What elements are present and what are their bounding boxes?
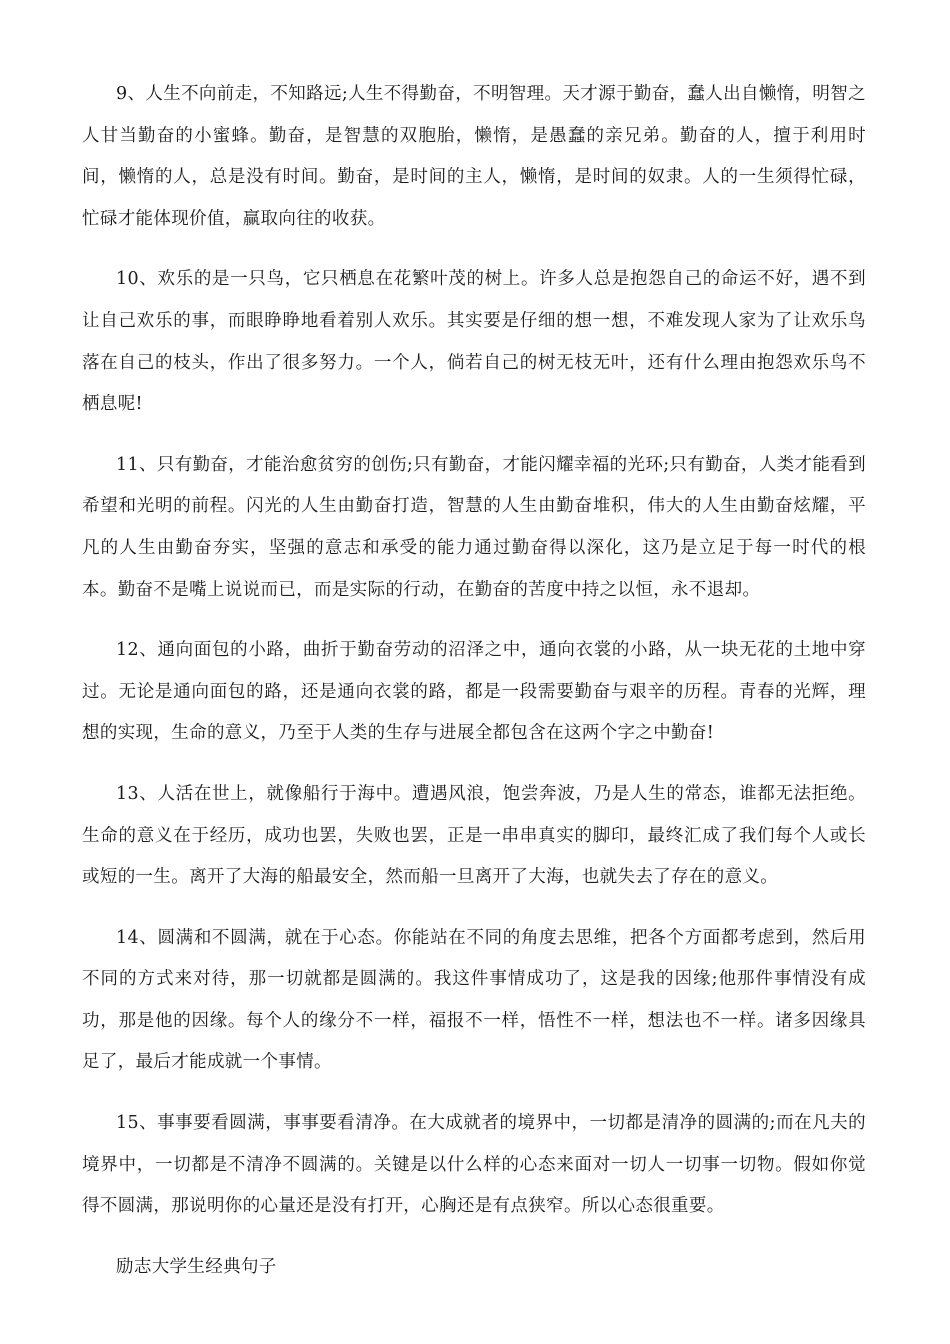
paragraph-13: 13、人活在世上，就像船行于海中。遭遇风浪，饱尝奔波，乃是人生的常态，谁都无法拒绝。生命的意义在于经历，成功也罢，失败也罢，正是一串串真实的脚印，最终汇成了我们每个人或长或短的一生。离开了大海的船最安全，然而船一旦离开了大海，也就失去了存在的意义。 bbox=[82, 783, 866, 888]
paragraph-11: 11、只有勤奋，才能治愈贫穷的创伤;只有勤奋，才能闪耀幸福的光环;只有勤奋，人类才能看到希望和光明的前程。闪光的人生由勤奋打造，智慧的人生由勤奋堆积，伟大的人生由勤奋炫耀，平凡的人生由勤奋夯实，坚强的意志和承受的能力通过勤奋得以深化，这乃是立足于每一时代的根本。勤奋不是嘴上说说而已，而是实际的行动，在勤奋的苦度中持之以恒，永不退却。 bbox=[82, 454, 866, 600]
paragraph-10: 10、欢乐的是一只鸟，它只栖息在花繁叶茂的树上。许多人总是抱怨自己的命运不好，遇不到让自己欢乐的事，而眼睁睁地看着别人欢乐。其实要是仔细的想一想，不难发现人家为了让欢乐鸟落在自己的枝头，作出了很多努力。一个人，倘若自己的树无枝无叶，还有什么理由抱怨欢乐鸟不栖息呢! bbox=[82, 269, 866, 415]
paragraph-15: 15、事事要看圆满，事事要看清净。在大成就者的境界中，一切都是清净的圆满的;而在凡夫的境界中，一切都是不清净不圆满的。关键是以什么样的心态来面对一切人一切事一切物。假如你觉得不圆满，那说明你的心量还是没有打开，心胸还是有点狭窄。所以心态很重要。 bbox=[82, 1113, 866, 1217]
paragraph-12: 12、通向面包的小路，曲折于勤奋劳动的沼泽之中，通向衣裳的小路，从一块无花的土地中穿过。无论是通向面包的路，还是通向衣裳的路，都是一段需要勤奋与艰辛的历程。青春的光辉，理想的实现，生命的意义，乃至于人类的生存与进展全都包含在这两个字之中勤奋! bbox=[82, 640, 866, 744]
paragraph-14: 14、圆满和不圆满，就在于心态。你能站在不同的角度去思维，把各个方面都考虑到，然后用不同的方式来对待，那一切就都是圆满的。我这件事情成功了，这是我的因缘;他那件事情没有成功，那是他的因缘。每个人的缘分不一样，福报不一样，悟性不一样，想法也不一样。诸多因缘具足了，最后才能成就一个事情。 bbox=[82, 927, 866, 1073]
paragraph-9: 9、人生不向前走，不知路远;人生不得勤奋，不明智理。天才源于勤奋，蠢人出自懒惰，明智之人甘当勤奋的小蜜蜂。勤奋，是智慧的双胞胎，懒惰，是愚蠢的亲兄弟。勤奋的人，擅于利用时间，懒惰的人，总是没有时间。勤奋，是时间的主人，懒惰，是时间的奴隶。人的一生须得忙碌，忙碌才能体现价值，赢取向往的收获。 bbox=[82, 84, 866, 229]
document-page bbox=[82, 74, 866, 1288]
section-title: 励志大学生经典句子 bbox=[116, 1256, 277, 1277]
